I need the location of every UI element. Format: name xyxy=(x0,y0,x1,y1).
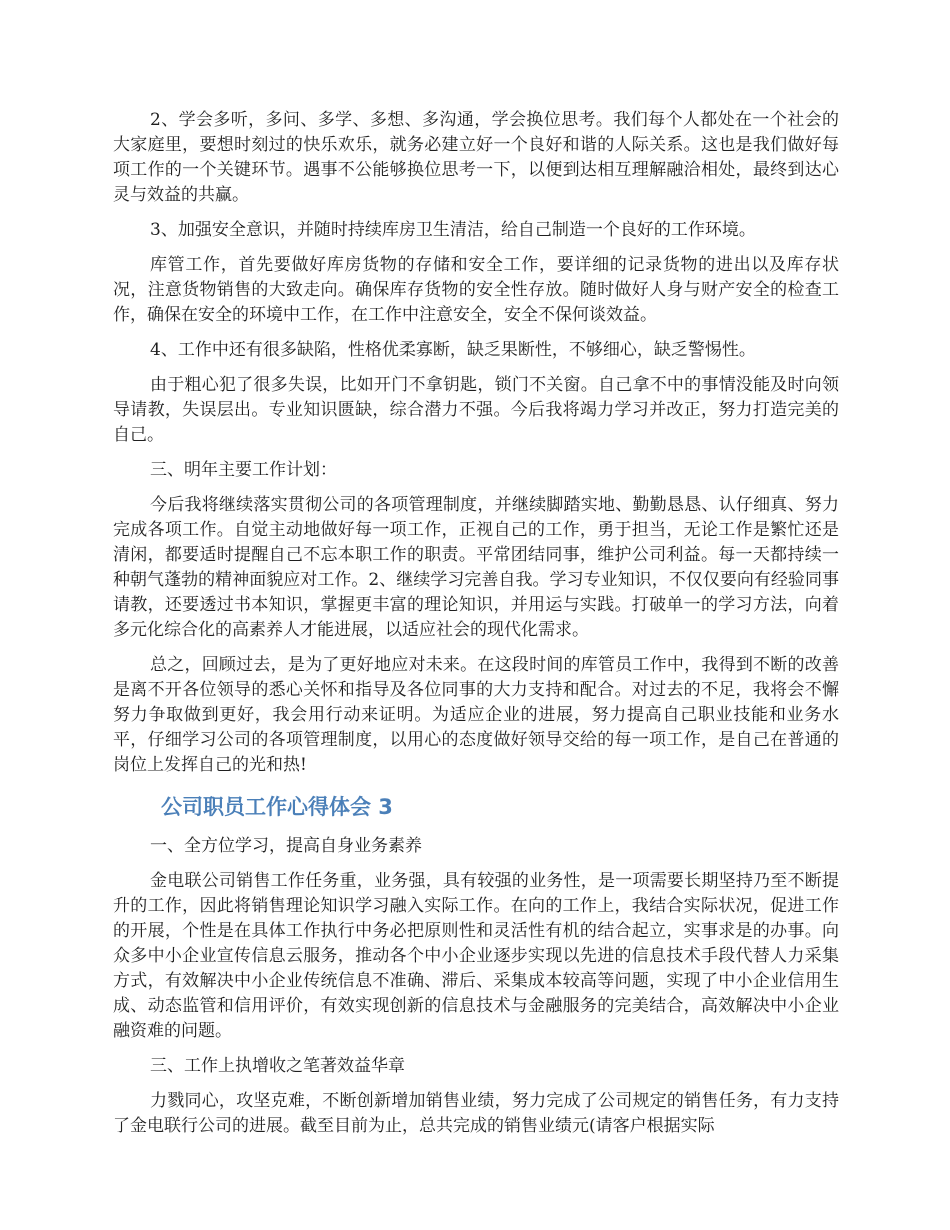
paragraph: 总之，回顾过去，是为了更好地应对未来。在这段时间的库管员工作中，我得到不断的改善是离不开各位领导的悉心关怀和指导及各位同事的大力支持和配合。对过去的不足，我将会不懈努力争取做到更好，我会用行动来证明。为适应企业的进展，努力提高自己职业技能和业务水平，仔细学习公司的各项管理制度，以用心的态度做好领导交给的每一项工作，是自己在普通的岗位上发挥自己的光和热! xyxy=(113,655,839,775)
section-heading: 公司职员工作心得体会 3 xyxy=(161,795,393,819)
paragraph: 由于粗心犯了很多失误，比如开门不拿钥匙，锁门不关窗。自己拿不中的事情没能及时向领导请教，失误层出。专业知识匮缺，综合潜力不强。今后我将竭力学习并改正，努力打造完美的自己。 xyxy=(113,375,839,445)
paragraph: 库管工作，首先要做好库房货物的存储和安全工作，要详细的记录货物的进出以及库存状况，注意货物销售的大致走向。确保库存货物的安全性存放。随时做好人身与财产安全的检查工作，确保在安全的环境中工作，在工作中注意安全，安全不保何谈效益。 xyxy=(113,255,839,325)
paragraph: 一、全方位学习，提高自身业务素养 xyxy=(150,836,422,856)
paragraph: 3、加强安全意识，并随时持续库房卫生清洁，给自己制造一个良好的工作环境。 xyxy=(150,220,756,240)
paragraph: 4、工作中还有很多缺陷，性格优柔寡断，缺乏果断性，不够细心，缺乏警惕性。 xyxy=(150,340,756,360)
paragraph: 今后我将继续落实贯彻公司的各项管理制度，并继续脚踏实地、勤勤恳恳、认仔细真、努力完成各项工作。自觉主动地做好每一项工作，正视自己的工作，勇于担当，无论工作是繁忙还是清闲，都要适时提醒自己不忘本职工作的职责。平常团结同事，维护公司利益。每一天都持续一种朝气蓬勃的精神面貌应对工作。2、继续学习完善自我。学习专业知识，不仅仅要向有经验同事请教，还要透过书本知识，掌握更丰富的理论知识，并用运与实践。打破单一的学习方法，向着多元化综合化的高素养人才能进展，以适应社会的现代化需求。 xyxy=(113,495,839,640)
paragraph: 力戮同心，攻坚克难，不断创新增加销售业绩，努力完成了公司规定的销售任务，有力支持了金电联行公司的进展。截至目前为止，总共完成的销售业绩元(请客户根据实际 xyxy=(113,1091,839,1136)
paragraph: 2、学会多听，多问、多学、多想、多沟通，学会换位思考。我们每个人都处在一个社会的大家庭里，要想时刻过的快乐欢乐，就务必建立好一个良好和谐的人际关系。这也是我们做好每项工作的一个关键环节。遇事不公能够换位思考一下，以便到达相互理解融洽相处，最终到达心灵与效益的共赢。 xyxy=(113,110,839,205)
document-page xyxy=(113,108,839,1149)
paragraph: 三、明年主要工作计划： xyxy=(150,460,337,480)
paragraph: 金电联公司销售工作任务重，业务强，具有较强的业务性，是一项需要长期坚持乃至不断提升的工作，因此将销售理论知识学习融入实际工作。在向的工作上，我结合实际状况，促进工作的开展，个性是在具体工作执行中务必把原则性和灵活性有机的结合起立，实事求是的办事。向众多中小企业宣传信息云服务，推动各个中小企业逐步实现以先进的信息技术手段代替人力采集方式，有效解决中小企业传统信息不准确、滞后、采集成本较高等问题，实现了中小企业信用生成、动态监管和信用评价，有效实现创新的信息技术与金融服务的完美结合，高效解决中小企业融资难的问题。 xyxy=(113,871,839,1041)
paragraph: 三、工作上执增收之笔著效益华章 xyxy=(150,1056,405,1076)
